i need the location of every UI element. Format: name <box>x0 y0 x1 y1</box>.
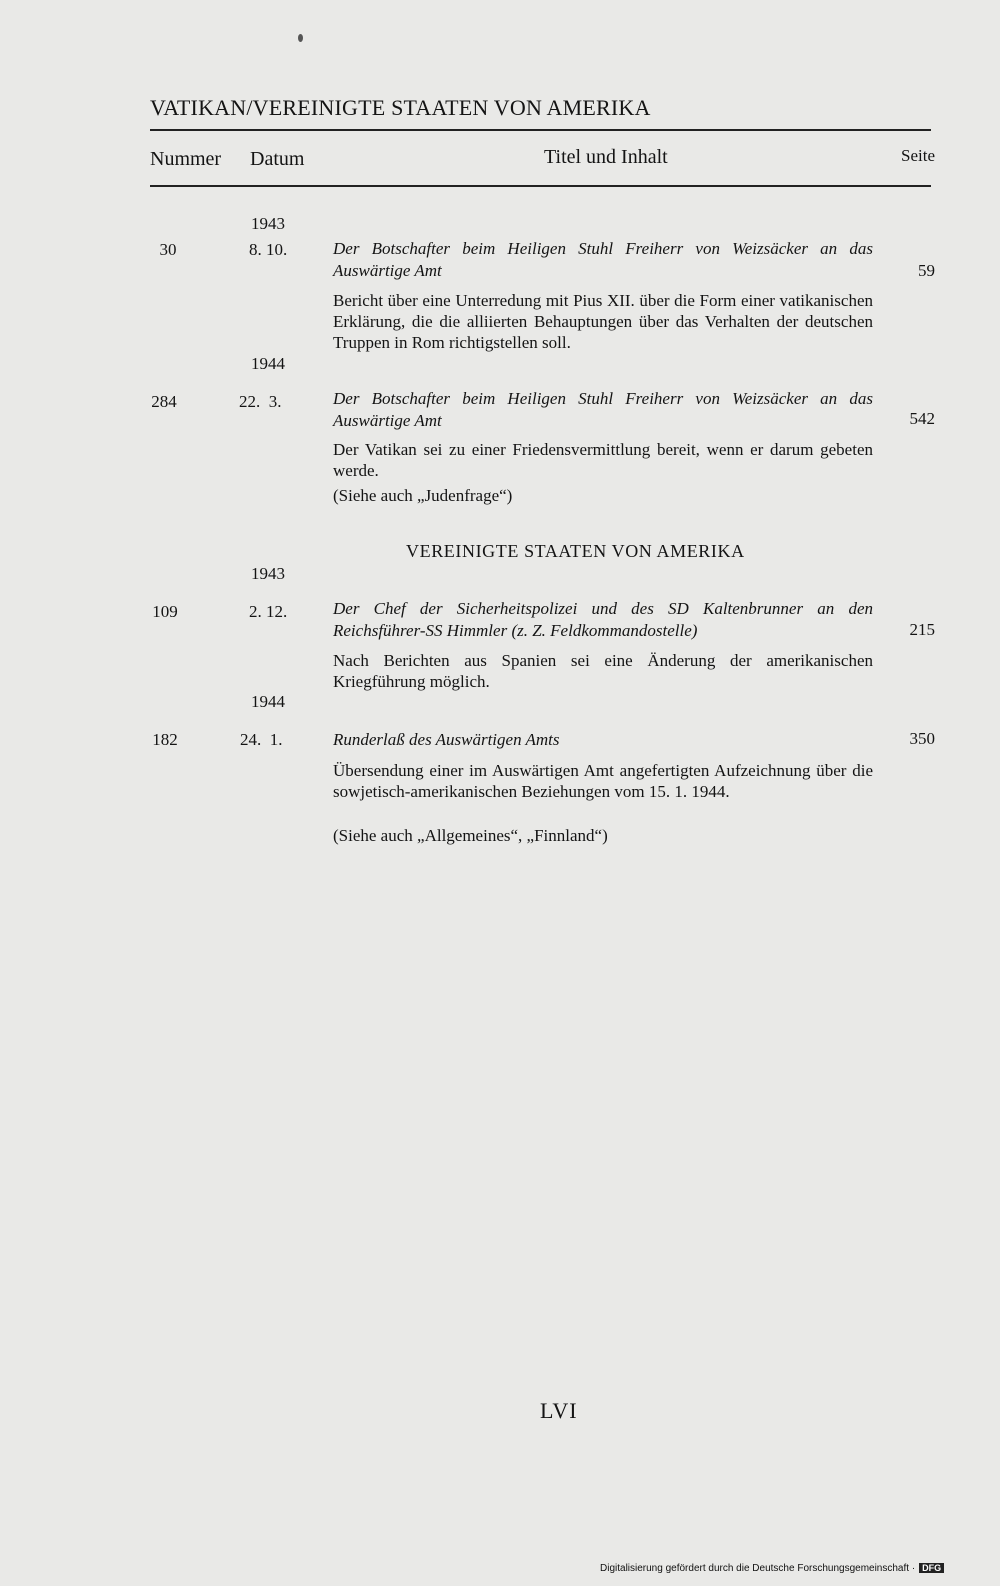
column-header-datum: Datum <box>250 148 305 170</box>
entry-title: Der Botschafter beim Heiligen Stuhl Freiherr von Weizsäcker an das Auswärtige Amt <box>333 239 873 280</box>
entry-content: Der Vatikan sei zu einer Friedensvermittlung bereit, wenn er darum gebeten werde. <box>333 440 873 480</box>
entry-title: Der Chef der Sicherheitspolizei und des SD Kaltenbrunner an den Reichsführer-SS Himmler (z. Z. Feldkommandostelle) <box>333 599 873 640</box>
entry-number: 182 <box>152 730 178 749</box>
entry-page: 350 <box>909 729 935 748</box>
header-rule-top <box>150 129 931 131</box>
entry-title: Runderlaß des Auswärtigen Amts <box>333 730 560 749</box>
page-header-title: VATIKAN/VEREINIGTE STAATEN VON AMERIKA <box>150 95 651 120</box>
entry-see-also: (Siehe auch „Allgemeines“, „Finnland“) <box>333 826 608 845</box>
page-number: LVI <box>540 1398 578 1423</box>
year-label-1943: 1943 <box>251 564 285 583</box>
year-label-1943: 1943 <box>251 214 285 233</box>
entry-date: 24. 1. <box>240 730 283 749</box>
entry-title: Der Botschafter beim Heiligen Stuhl Freiherr von Weizsäcker an das Auswärtige Amt <box>333 389 873 430</box>
header-rule-bottom <box>150 185 931 187</box>
column-header-nummer: Nummer <box>150 148 222 170</box>
year-label-1944: 1944 <box>251 354 285 373</box>
entry-content: Nach Berichten aus Spanien sei eine Änderung der amerikanischen Kriegführung möglich. <box>333 651 873 691</box>
dfg-logo: DFG <box>919 1563 944 1573</box>
footer-text: Digitalisierung gefördert durch die Deutsche Forschungsgemeinschaft · <box>600 1563 916 1574</box>
entry-content: Bericht über eine Unterredung mit Pius XII. über die Form einer vatikanischen Erklärung, die die alliierten Behauptungen über das Verhalten der deutschen Truppen in Rom richtigstellen soll. <box>333 291 873 352</box>
column-header-seite: Seite <box>901 146 935 165</box>
entry-number: 109 <box>152 602 178 621</box>
entry-page: 542 <box>909 409 935 428</box>
entry-content: Übersendung einer im Auswärtigen Amt angefertigten Aufzeichnung über die sowjetisch-amerikanischen Beziehungen vom 15. 1. 1944. <box>333 761 873 801</box>
column-header-titel: Titel und Inhalt <box>544 146 668 168</box>
digitization-footer <box>600 1563 944 1574</box>
entry-date: 8. 10. <box>249 240 288 259</box>
entry-date: 22. 3. <box>239 392 282 411</box>
entry-see-also: (Siehe auch „Judenfrage“) <box>333 486 513 505</box>
year-label-1944: 1944 <box>251 692 285 711</box>
entry-page: 215 <box>909 620 935 639</box>
section-title-usa: VEREINIGTE STAATEN VON AMERIKA <box>406 541 745 561</box>
entry-number: 30 <box>159 240 177 259</box>
entry-date: 2. 12. <box>249 602 288 621</box>
entry-page: 59 <box>918 261 935 280</box>
scan-speck <box>298 34 303 42</box>
entry-number: 284 <box>151 392 177 411</box>
